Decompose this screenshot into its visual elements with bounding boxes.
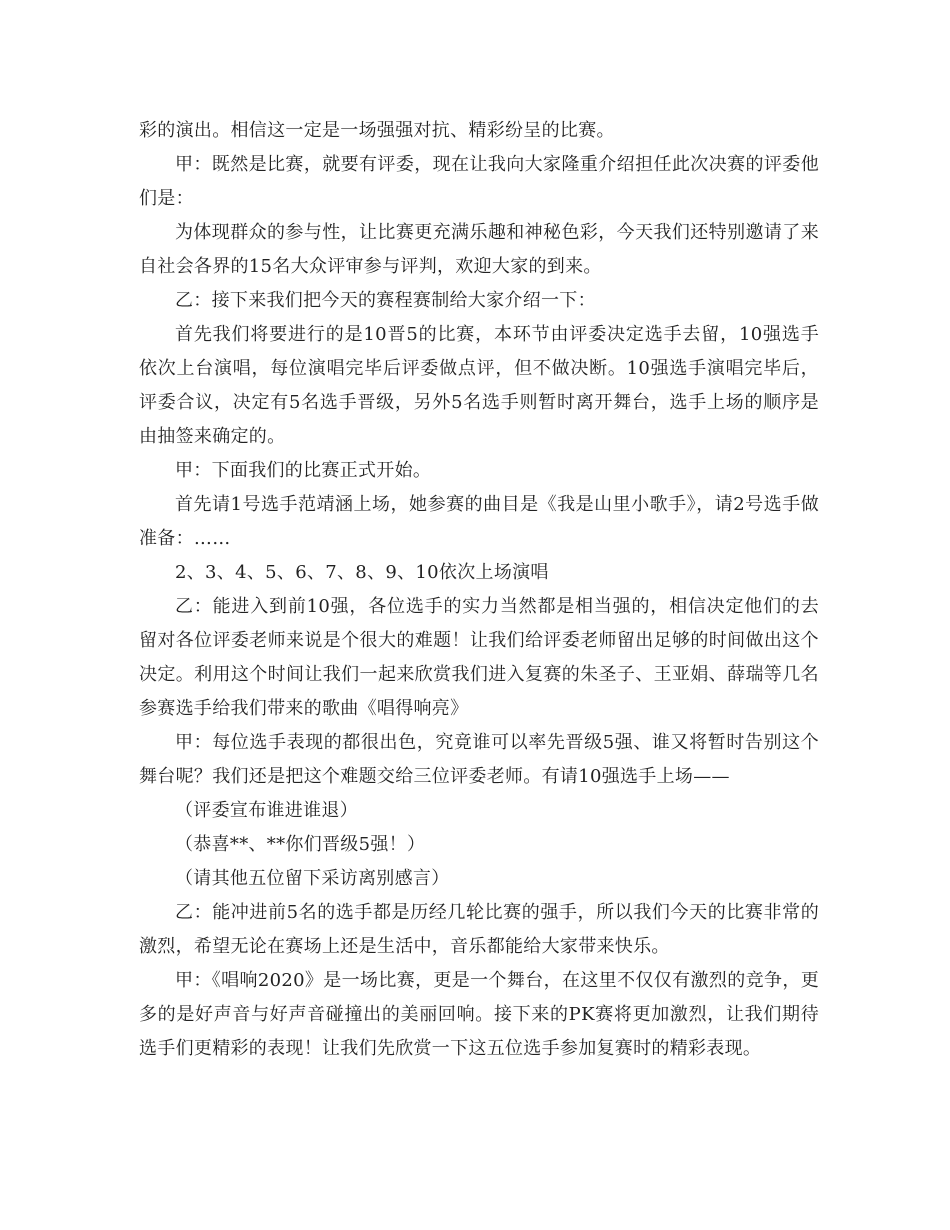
document-body — [139, 114, 819, 1066]
paragraph-rules: 首先我们将要进行的是10晋5的比赛，本环节由评委决定选手去留，10强选手依次上台演唱，每位演唱完毕后评委做点评，但不做决断。10强选手演唱完毕后，评委合议，决定有5名选手晋级，另外5名选手则暂时离开舞台，选手上场的顺序是由抽签来确定的。 — [139, 324, 819, 447]
paragraph-performance-order: 2、3、4、5、6、7、8、9、10依次上场演唱 — [175, 562, 549, 583]
paragraph-stage-note-1: （评委宣布谁进谁退） — [175, 800, 358, 821]
paragraph-continuation: 彩的演出。相信这一定是一场强强对抗、精彩纷呈的比赛。 — [139, 120, 615, 141]
paragraph-public-jury: 为体现群众的参与性，让比赛更充满乐趣和神秘色彩，今天我们还特别邀请了来自社会各界的15名大众评审参与评判，欢迎大家的到来。 — [139, 222, 819, 277]
paragraph-judges-intro: 甲：既然是比赛，就要有评委，现在让我向大家隆重介绍担任此次决赛的评委他们是： — [139, 154, 819, 209]
paragraph-results-intro: 甲：每位选手表现的都很出色，究竟谁可以率先晋级5强、谁又将暂时告别这个舞台呢？我们还是把这个难题交给三位评委老师。有请10强选手上场—— — [139, 732, 819, 787]
paragraph-pk-preview: 甲：《唱响2020》是一场比赛，更是一个舞台，在这里不仅仅有激烈的竞争，更多的是好声音与好声音碰撞出的美丽回响。接下来的PK赛将更加激烈，让我们期待选手们更精彩的表现！让我们先欣赏一下这五位选手参加复赛时的精彩表现。 — [139, 970, 819, 1059]
paragraph-first-contestant: 首先请1号选手范靖涵上场，她参赛的曲目是《我是山里小歌手》，请2号选手做准备：…… — [139, 494, 819, 549]
paragraph-start: 甲：下面我们的比赛正式开始。 — [175, 460, 432, 481]
paragraph-stage-note-3: （请其他五位留下采访离别感言） — [175, 868, 450, 889]
paragraph-schedule-intro: 乙：接下来我们把今天的赛程赛制给大家介绍一下： — [175, 290, 596, 311]
paragraph-deliberation: 乙：能进入到前10强，各位选手的实力当然都是相当强的，相信决定他们的去留对各位评委老师来说是个很大的难题！让我们给评委老师留出足够的时间做出这个决定。利用这个时间让我们一起来欣赏我们进入复赛的朱圣子、王亚娟、薛瑞等几名参赛选手给我们带来的歌曲《唱得响亮》 — [139, 596, 819, 719]
paragraph-top-five: 乙：能冲进前5名的选手都是历经几轮比赛的强手，所以我们今天的比赛非常的激烈，希望无论在赛场上还是生活中，音乐都能给大家带来快乐。 — [139, 902, 819, 957]
paragraph-stage-note-2: （恭喜**、**你们晋级5强！） — [175, 834, 426, 855]
